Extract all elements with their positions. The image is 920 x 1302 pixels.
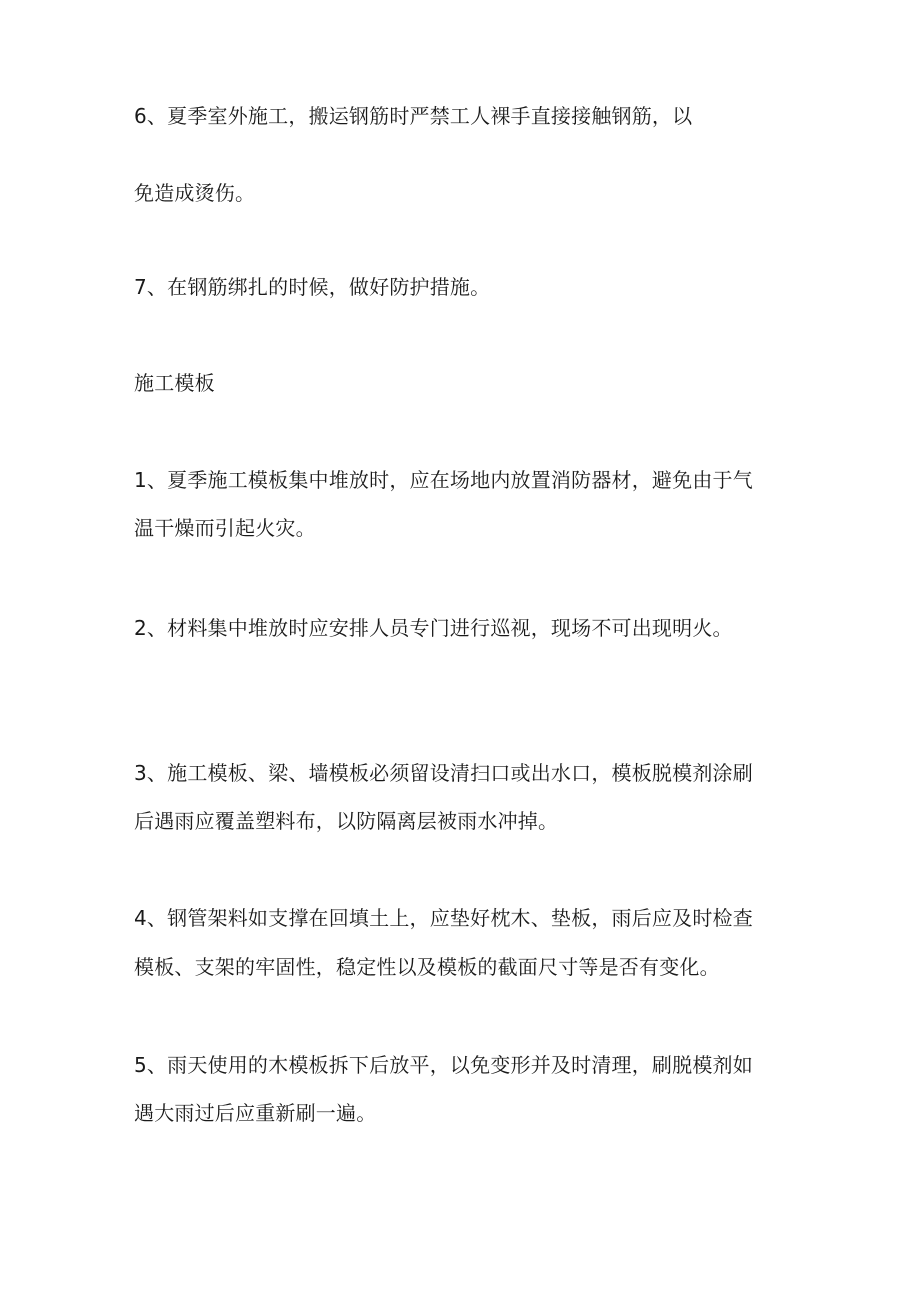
text-line: 3、施工模板、梁、墙模板必须留设清扫口或出水口，模板脱模剂涂刷: [134, 761, 753, 785]
section-heading: 施工模板: [134, 371, 215, 395]
text-line: 模板、支架的牢固性，稳定性以及模板的截面尺寸等是否有变化。: [134, 955, 720, 979]
text-line: 遇大雨过后应重新刷一遍。: [134, 1101, 377, 1125]
text-line: 4、钢管架料如支撑在回填土上，应垫好枕木、垫板，雨后应及时检查: [134, 906, 753, 930]
text-line: 7、在钢筋绑扎的时候，做好防护措施。: [134, 275, 491, 299]
text-line: 5、雨天使用的木模板拆下后放平，以免变形并及时清理，刷脱模剂如: [134, 1053, 753, 1077]
text-line: 2、材料集中堆放时应安排人员专门进行巡视，现场不可出现明火。: [134, 616, 733, 640]
text-line: 1、夏季施工模板集中堆放时，应在场地内放置消防器材，避免由于气: [134, 468, 753, 492]
text-line: 免造成烫伤。: [134, 181, 256, 205]
text-line: 6、夏季室外施工，搬运钢筋时严禁工人裸手直接接触钢筋，以: [134, 104, 693, 128]
text-line: 温干燥而引起火灾。: [134, 516, 316, 540]
text-line: 后遇雨应覆盖塑料布，以防隔离层被雨水冲掉。: [134, 809, 559, 833]
